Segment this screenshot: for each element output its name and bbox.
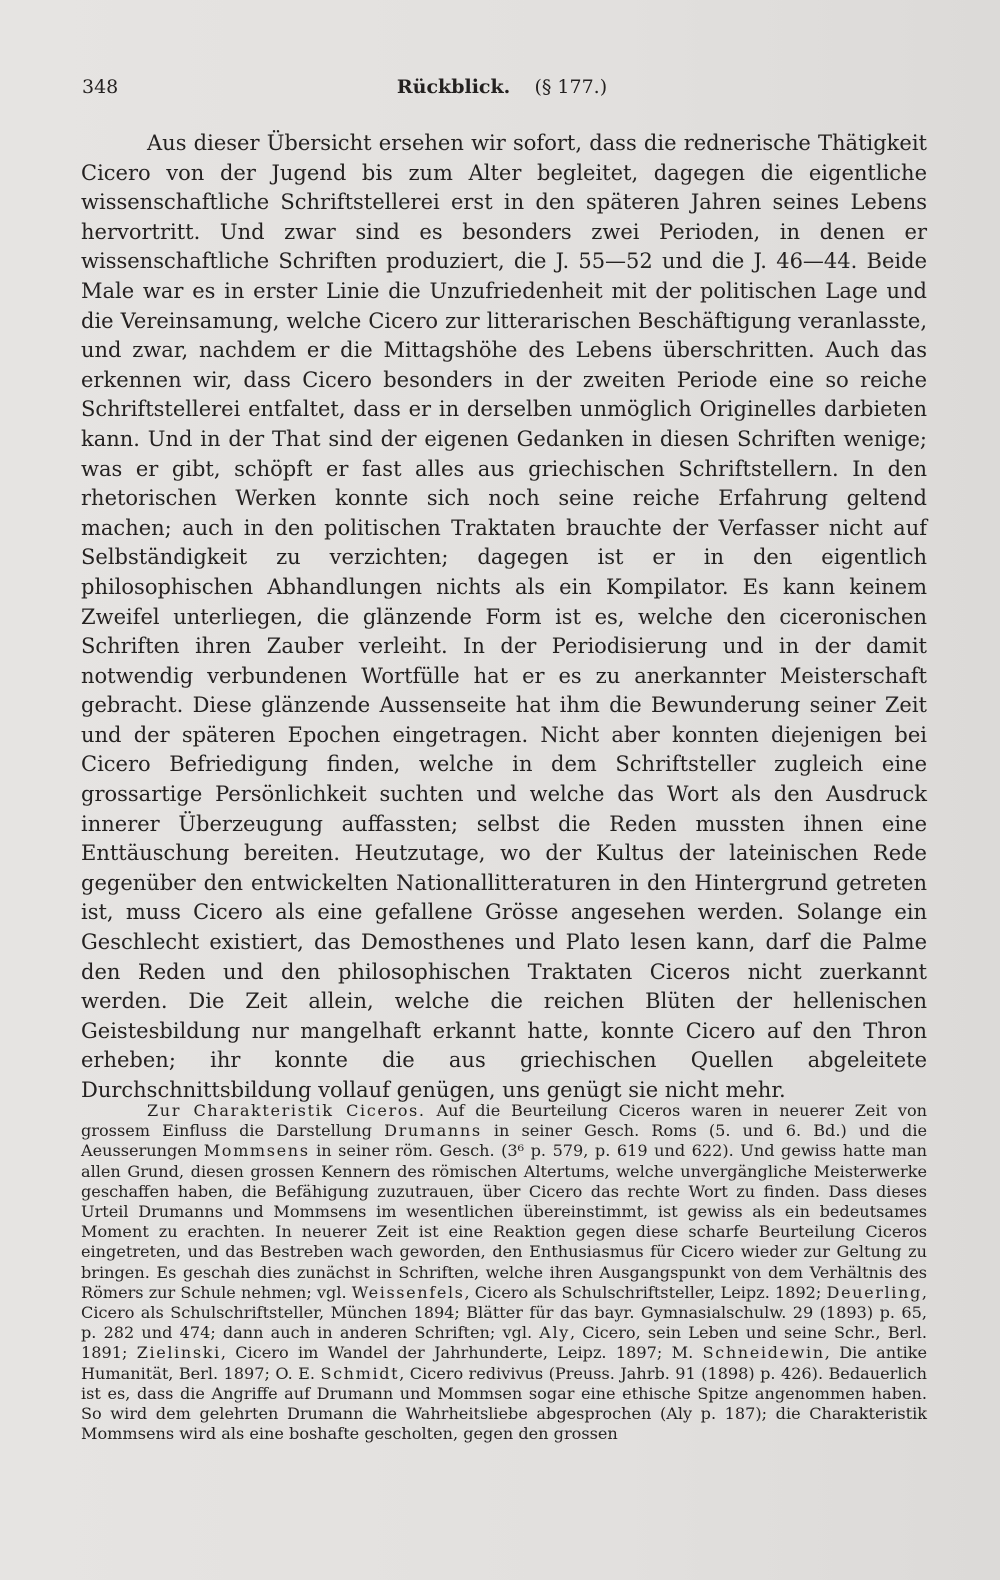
footnote-text: in seiner röm. Gesch. (3⁶ p. 579, p. 619 und 622). Und gewiss hatte man allen Grund, diesen grossen Kennern des römischen Altertums, welche unvergängliche Meisterwerke geschaffen haben, die Befähigung zuzutrauen, über Cicero das rechte Wort zu finden. Dass dieses Urteil Drumanns und Mommsens im wesentlichen übereinstimmt, ist gewiss als ein bedeutsames Moment zu erachten. In neuerer Zeit ist eine Reaktion gegen diese scharfe Beurteilung Ciceros eingetreten, und das Bestreben wach geworden, den Enthusiasmus für Cicero wieder zur Geltung zu bringen. Es geschah dies zunächst in Schriften, welche ihren Ausgangspunkt von dem Verhältnis des Römers zur Schule nehmen; vgl. <box>81 1141 927 1302</box>
footnote-paragraph <box>81 1101 927 1444</box>
author-name: Schmidt <box>320 1363 400 1383</box>
author-name: Aly <box>539 1323 570 1343</box>
page-header <box>82 76 922 106</box>
body-paragraph: Aus dieser Übersicht ersehen wir sofort, dass die rednerische Thätigkeit Cicero von der Jugend bis zum Alter begleitet, dagegen die eigentliche wissenschaftliche Schriftstellerei erst in den späteren Jahren seines Lebens hervortritt. Und zwar sind es besonders zwei Perioden, in denen er wissenschaftliche Schriften produziert, die J. 55—52 und die J. 46—44. Beide Male war es in erster Linie die Unzufriedenheit mit der politischen Lage und die Vereinsamung, welche Cicero zur litterarischen Beschäftigung veranlasste, und zwar, nachdem er die Mittagshöhe des Lebens überschritten. Auch das erkennen wir, dass Cicero besonders in der zweiten Periode eine so reiche Schriftstellerei entfaltet, dass er in derselben unmöglich Originelles darbieten kann. Und in der That sind der eigenen Gedanken in diesen Schriften wenige; was er gibt, schöpft er fast alles aus griechischen Schriftstellern. In den rhetorischen Werken konnte sich noch seine reiche Erfahrung geltend machen; auch in den politischen Traktaten brauchte der Verfasser nicht auf Selbständigkeit zu verzichten; dagegen ist er in den eigentlich philosophischen Abhandlungen nichts als ein Kompilator. Es kann keinem Zweifel unterliegen, die glänzende Form ist es, welche den ciceronischen Schriften ihren Zauber verleiht. In der Periodisierung und in der damit notwendig verbundenen Wortfülle hat er es zu anerkannter Meisterschaft gebracht. Diese glänzende Aussenseite hat ihm die Bewunderung seiner Zeit und der späteren Epochen eingetragen. Nicht aber konnten diejenigen bei Cicero Befriedigung finden, welche in dem Schriftsteller zugleich eine grossartige Persönlichkeit suchten und welche das Wort als den Ausdruck innerer Überzeugung auffassten; selbst die Reden mussten ihnen eine Enttäuschung bereiten. Heutzutage, wo der Kultus der lateinischen Rede gegenüber den entwickelten Nationallitteraturen in den Hintergrund getreten ist, muss Cicero als eine gefallene Grösse angesehen werden. Solange ein Geschlecht existiert, das Demosthenes und Plato lesen kann, darf die Palme den Reden und den philosophischen Traktaten Ciceros nicht zuerkannt werden. Die Zeit allein, welche die reichen Blüten der hellenischen Geistesbildung nur mangelhaft erkannt hatte, konnte Cicero auf den Thron erheben; ihr konnte die aus griechischen Quellen abgeleitete Durchschnittsbildung vollauf genügen, uns genügt sie nicht mehr. <box>81 131 927 1102</box>
footnote-text: , Cicero als Schulschriftsteller, München 1894; Blätter für das bayr. Gymnasialschulw. 29 (1893) p. 65, p. 282 und 474; dann auch in anderen Schriften; vgl. <box>81 1282 927 1343</box>
footnote-text: , Cicero redivivus (Preuss. Jahrb. 91 (1898) p. 426). Bedauerlich ist es, dass die Angriffe auf Drumann und Mommsen sogar eine ethische Spitze angenommen haben. So wird dem gelehrten Drumann die Wahrheitsliebe abgesprochen (Aly p. 187); die Charakteristik Mommsens wird als eine boshafte gescholten, gegen den grossen <box>81 1363 927 1444</box>
author-name: Drumanns <box>384 1121 482 1141</box>
footnote-text: Auf die Beurteilung Ciceros waren in neuerer Zeit von grossem Einfluss die Darstellung <box>81 1101 928 1141</box>
main-text <box>81 129 927 1106</box>
running-head <box>82 76 922 98</box>
author-name: Weissenfels <box>351 1282 465 1302</box>
footnote-text: , Cicero im Wandel der Jahrhunderte, Leipz. 1897; M. <box>220 1343 703 1363</box>
section-reference: (§ 177.) <box>534 76 608 98</box>
footnote-text: , Cicero, sein Leben und seine Schr., Berl. 1891; <box>81 1323 927 1363</box>
running-title: Rückblick. <box>396 76 511 98</box>
space <box>516 76 528 98</box>
footnote-heading: Zur Charakteristik Ciceros. <box>147 1101 426 1120</box>
footnote-text: in seiner Gesch. Roms (5. und 6. Bd.) und die Aeusserungen <box>81 1121 927 1161</box>
page-number: 348 <box>82 76 119 98</box>
footnote-block <box>81 1101 927 1444</box>
author-name: Zielinski <box>136 1343 221 1363</box>
author-name: Mommsens <box>203 1141 310 1161</box>
footnote-text: , Cicero als Schulschriftsteller, Leipz. 1892; <box>464 1282 827 1302</box>
footnote-text: , Die antike Humanität, Berl. 1897; O. E. <box>81 1343 928 1383</box>
author-name: Deuerling <box>826 1282 922 1302</box>
author-name: Schneidewin <box>702 1343 825 1363</box>
